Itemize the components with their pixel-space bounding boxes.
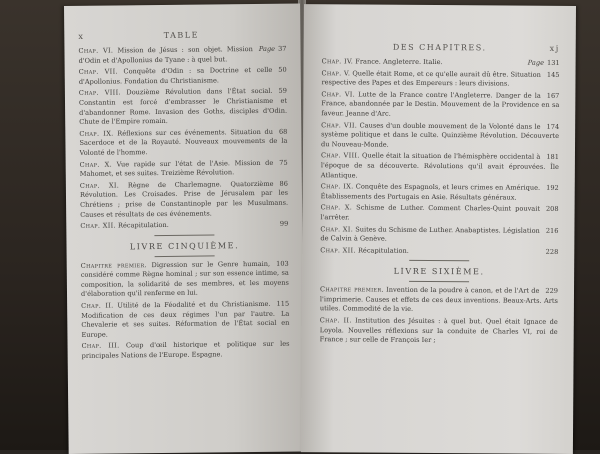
toc-chapter-text: Quelle était la situation de l'hémisphère occidental à l'époque de sa découverte. Révolutions qu'il avait éprouvées. Île Atlantique. <box>320 151 559 180</box>
right-livre-title: LIVRE SIXIÈME. <box>393 267 485 277</box>
toc-chapter-label: Chap. XII. <box>320 245 356 255</box>
toc-page-value: 174 <box>546 122 560 131</box>
toc-page-prefix: Page <box>527 58 545 67</box>
toc-chapter-label: Chap. X. <box>79 160 113 169</box>
toc-page-value: 216 <box>545 226 559 235</box>
left-page <box>64 4 305 454</box>
toc-chapter-label: Chapitre premier. <box>80 260 147 270</box>
toc-chapter-text: Utilité de la Féodalité et du Christianisme. Modification de ces deux régimes l'un par l'autre. La Chevalerie et ses suites. Réformation de l'État social en Europe. <box>81 299 290 339</box>
left-head-title: TABLE <box>163 30 199 40</box>
toc-chapter-text: Quelle était Rome, et ce qu'elle aurait dû être. Situation respective des Papes et des Empereurs : leurs divisions. <box>321 69 541 88</box>
toc-page-value: 192 <box>546 183 559 193</box>
left-running-head <box>78 30 286 41</box>
toc-entry <box>321 182 559 203</box>
toc-page-value: 167 <box>546 91 560 100</box>
toc-entry <box>79 87 287 128</box>
toc-page-prefix: Page <box>258 44 276 53</box>
toc-chapter-text: Mission de Jésus : son objet. Mission d'Odin et d'Apollonius de Tyane : à quel but. <box>78 45 253 65</box>
toc-chapter-text: Suites du Schisme de Luther. Anabaptistes. Législation de Calvin à Genève. <box>320 224 540 243</box>
toc-entry <box>320 225 558 246</box>
toc-page-value: 208 <box>545 205 559 214</box>
toc-page-number <box>528 59 560 69</box>
toc-page-number <box>280 220 288 230</box>
toc-chapter-label: Chap. X. <box>320 203 353 212</box>
toc-chapter-label: Chap. VIII. <box>320 151 360 160</box>
toc-chapter-text: Conquête des Espagnols, et leurs crimes en Amérique. Établissements des Portugais en Asie. Résultats généraux. <box>320 182 541 202</box>
toc-chapter-label: Chap. IV. <box>321 57 354 66</box>
toc-page-number <box>545 287 558 297</box>
toc-page-value: 145 <box>546 70 560 79</box>
toc-entry <box>80 158 288 179</box>
toc-page-value: 86 <box>279 179 288 188</box>
toc-entry <box>321 121 559 151</box>
toc-entry <box>78 45 286 66</box>
toc-page-value: 181 <box>546 153 559 162</box>
toc-page-value: 229 <box>545 287 559 296</box>
toc-page-value: 131 <box>546 58 560 67</box>
toc-entry <box>321 69 559 90</box>
toc-chapter-text: Lutte de la France contre l'Angleterre. Danger de la France, abandonnée par le Destin. Mouvement de la Providence en sa faveur. Jeanne d'Arc. <box>321 90 560 118</box>
toc-page-value: 228 <box>545 247 559 256</box>
toc-entry <box>321 152 559 182</box>
toc-page-number <box>547 92 560 102</box>
toc-page-number <box>259 45 287 55</box>
toc-chapter-label: Chap. VI. <box>321 90 356 99</box>
toc-page-number <box>546 226 559 236</box>
toc-chapter-text: Récapitulation. <box>357 246 409 255</box>
right-page-number: xj <box>549 43 560 53</box>
toc-page-number <box>547 70 560 80</box>
toc-chapter-text: Conquête d'Odin : sa Doctrine et celle d'Apollonius. Fondation du Christianisme. <box>78 66 273 86</box>
toc-page-number <box>278 87 286 97</box>
toc-chapter-text: Causes d'un double mouvement de la Volonté dans le système politique et dans le culte. Quinzième Révolution. Découverte du Nouveau-Monde. <box>321 121 560 149</box>
divider-rule <box>409 281 469 282</box>
toc-entry <box>321 90 559 120</box>
toc-page-number <box>276 259 289 269</box>
toc-page-number <box>279 127 287 137</box>
toc-page-number <box>546 247 559 257</box>
toc-entry <box>79 66 287 87</box>
toc-entry <box>320 246 558 257</box>
left-entries-before <box>78 45 288 232</box>
toc-entry <box>320 286 558 316</box>
toc-chapter-label: Chap. XII. <box>80 221 116 230</box>
toc-chapter-text: Réflexions sur ces événements. Situation du Sacerdoce et de la Royauté. Nouveaux mouvements de la Volonté de l'homme. <box>79 127 288 157</box>
toc-chapter-text: France. Angleterre. Italie. <box>355 57 443 67</box>
toc-chapter-label: Chap. IX. <box>320 182 354 191</box>
toc-chapter-text: Digression sur le Genre humain, considéré comme Règne hominal ; sur son essence intime, sa composition, la solidarité de ses membres, et les moyens d'élaboration qu'il renferme en lui. <box>80 259 289 299</box>
divider-rule <box>409 260 469 261</box>
right-head-title: DES CHAPITRES. <box>392 42 487 53</box>
toc-entry <box>80 220 288 232</box>
toc-page-number <box>279 158 287 168</box>
toc-chapter-label: Chap. VI. <box>78 46 114 55</box>
toc-page-number <box>278 66 286 76</box>
toc-page-value: 59 <box>278 87 287 96</box>
toc-page-value: 68 <box>278 127 288 136</box>
toc-chapter-text: Coup d'œil historique et politique sur les principales Nations de l'Europe. Espagne. <box>81 340 290 360</box>
toc-page-number <box>546 153 559 163</box>
toc-page-value: 103 <box>276 259 289 268</box>
toc-chapter-label: Chap. IX. <box>79 129 114 138</box>
toc-entry <box>81 259 289 300</box>
toc-page-number <box>279 179 287 189</box>
toc-page-number <box>547 122 560 132</box>
toc-entry <box>79 127 287 158</box>
toc-chapter-label: Chap. II. <box>319 316 352 325</box>
toc-page-number <box>276 300 289 310</box>
left-page-number: x <box>78 31 85 41</box>
toc-entry <box>81 300 289 341</box>
divider-rule <box>154 234 214 236</box>
left-livre-title: LIVRE CINQUIÈME. <box>129 240 240 252</box>
right-running-head <box>322 42 560 53</box>
right-page <box>301 4 576 454</box>
toc-chapter-text: Vue rapide sur l'état de l'Asie. Mission de Mahomet, et ses suites. Treizième Révolution. <box>79 158 274 178</box>
toc-page-value: 50 <box>278 65 287 74</box>
left-entries-after <box>81 259 290 361</box>
toc-chapter-label: Chap. III. <box>81 341 120 351</box>
toc-chapter-text: Institution des Jésuites : à quel but. Quel était Ignace de Loyola. Nouvelles réflexions sur la conduite de Charles VI, roi de France ; sur celle de François Ier ; <box>319 316 558 345</box>
toc-chapter-label: Chap. II. <box>81 301 114 310</box>
toc-entry <box>320 316 558 346</box>
toc-chapter-label: Chap. VII. <box>78 67 118 77</box>
toc-page-value: 99 <box>279 219 289 228</box>
toc-chapter-label: Chap. VII. <box>321 120 358 130</box>
toc-entry <box>320 204 558 225</box>
toc-chapter-label: Chap. V. <box>321 68 351 78</box>
divider-rule <box>155 255 215 257</box>
toc-page-number <box>546 205 559 215</box>
toc-chapter-label: Chapitre premier. <box>319 285 384 294</box>
toc-entry <box>80 179 288 220</box>
toc-chapter-text: Règne de Charlemagne. Quatorzième Révolution. Les Croisades. Prise de Jérusalem par les Chrétiens ; prise de Constantinople par les Musulmans. Causes et résultats de ces événements. <box>79 179 289 219</box>
toc-chapter-label: Chap. XI. <box>320 224 354 233</box>
toc-entry <box>82 340 290 361</box>
toc-chapter-label: Chap. XI. <box>79 181 120 190</box>
right-entries-after <box>320 286 558 347</box>
toc-chapter-label: Chap. VIII. <box>78 88 121 98</box>
toc-chapter-text: Récapitulation. <box>117 221 169 230</box>
toc-page-value: 115 <box>276 299 290 308</box>
right-entries-before <box>320 57 559 257</box>
toc-page-value: 75 <box>279 158 288 167</box>
toc-chapter-text: Schisme de Luther. Comment Charles-Quint pouvait l'arrêter. <box>320 203 541 222</box>
toc-page-number <box>546 184 559 194</box>
toc-chapter-text: Douzième Révolution dans l'État social. Constantin est forcé d'embrasser le Christianisme et d'abandonner Rome. Invasion des Goths, disciples d'Odin. Chute de l'Empire romain. <box>78 87 288 127</box>
toc-chapter-text: Invention de la poudre à canon, et de l'Art de l'imprimerie. Causes et effets de ces deux inventions. Beaux-Arts. Arts utiles. Commodité de la vie. <box>319 285 558 314</box>
toc-page-value: 37 <box>278 44 287 53</box>
toc-entry <box>322 57 560 68</box>
